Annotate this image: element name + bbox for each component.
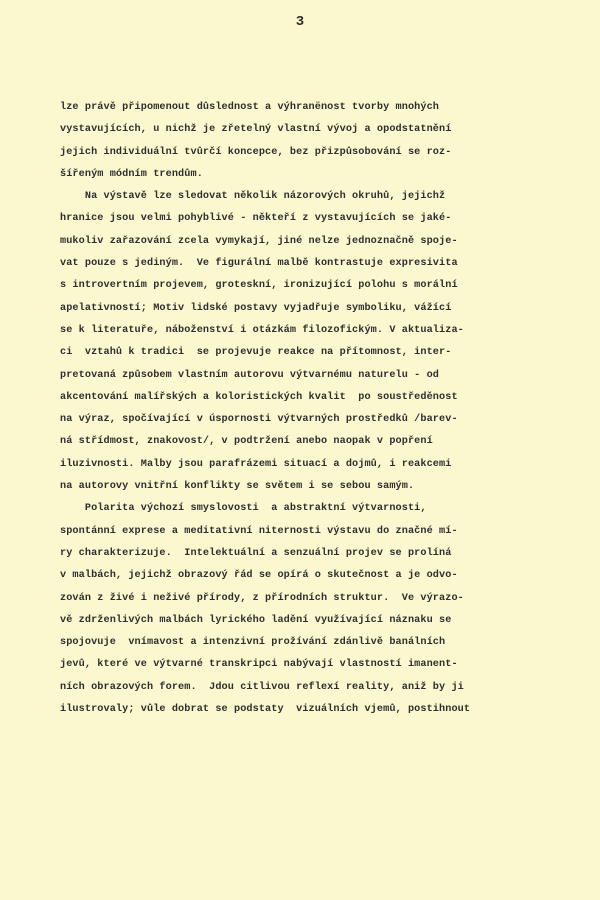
text-line: iluzivnosti. Malby jsou parafrázemi situací a dojmů, i reakcemi bbox=[60, 458, 452, 470]
text-line: vat pouze s jediným. Ve figurální malbě kontrastuje expresivita bbox=[60, 258, 458, 270]
body-text bbox=[60, 97, 470, 721]
text-line: šířeným módním trendům. bbox=[60, 168, 203, 180]
text-line: ry charakterizuje. Intelektuální a senzuální projev se prolíná bbox=[60, 547, 452, 559]
text-line: s introvertním projevem, groteskní, ironizující polohu s morální bbox=[60, 280, 458, 292]
text-line: na výraz, spočívající v úspornosti výtvarných prostředků /barev- bbox=[60, 414, 458, 426]
text-line: ci vztahů k tradici se projevuje reakce na přítomnost, inter- bbox=[60, 347, 452, 359]
text-line: vystavujících, u nichž je zřetelný vlastní vývoj a opodstatnění bbox=[60, 124, 452, 136]
text-line: jevů, které ve výtvarné transkripci nabývají vlastností imanent- bbox=[60, 659, 458, 671]
text-line: v malbách, jejichž obrazový řád se opírá o skutečnost a je odvo- bbox=[60, 570, 458, 582]
text-line: Na výstavě lze sledovat několik názorových okruhů, jejichž bbox=[60, 191, 446, 203]
text-line: apelativností; Motiv lidské postavy vyjadřuje symboliku, vážící bbox=[60, 302, 452, 314]
text-line: Polarita výchozí smyslovosti a abstraktní výtvarnosti, bbox=[60, 503, 427, 515]
page-number: 3 bbox=[295, 14, 305, 30]
text-line: lze právě připomenout důslednost a výhranënost tvorby mnohých bbox=[60, 102, 440, 113]
text-line: hranice jsou velmi pohyblivé - někteří z vystavujících se jaké- bbox=[60, 213, 452, 225]
text-line: ná střídmost, znakovost/, v podtržení anebo naopak v popření bbox=[60, 436, 433, 448]
text-line: akcentování malířských a koloristických kvalit po soustředěnost bbox=[60, 391, 458, 403]
text-line: spontánní exprese a meditativní niternosti výstavu do značné mí- bbox=[60, 525, 458, 537]
text-line: ilustrovaly; vůle dobrat se podstaty vizuálních vjemů, postihnout bbox=[60, 704, 471, 716]
text-line: spojovuje vnímavost a intenzivní prožívání zdánlivě banálních bbox=[60, 637, 446, 649]
text-line: na autorovy vnitřní konflikty se světem i se sebou samým. bbox=[60, 481, 415, 493]
text-line: pretovaná způsobem vlastním autorovu výtvarnému naturelu - od bbox=[60, 369, 440, 381]
text-line: ních obrazových forem. Jdou citlivou reflexí reality, aniž by ji bbox=[60, 681, 464, 693]
text-line: se k literatuře, náboženství i otázkám filozofickým. V aktualiza- bbox=[60, 324, 464, 336]
text-line: vě zdrženlivých malbách lyrického ladění využívající náznaku se bbox=[60, 614, 452, 626]
text-line: zován z živé i neživé přírody, z přírodních struktur. Ve výrazo- bbox=[60, 592, 464, 604]
text-line: mukoliv zařazování zcela vymykají, jiné nelze jednoznačně spoje- bbox=[60, 235, 458, 247]
text-line: jejich individuální tvůrčí koncepce, bez přizpůsobování se roz- bbox=[60, 146, 452, 158]
